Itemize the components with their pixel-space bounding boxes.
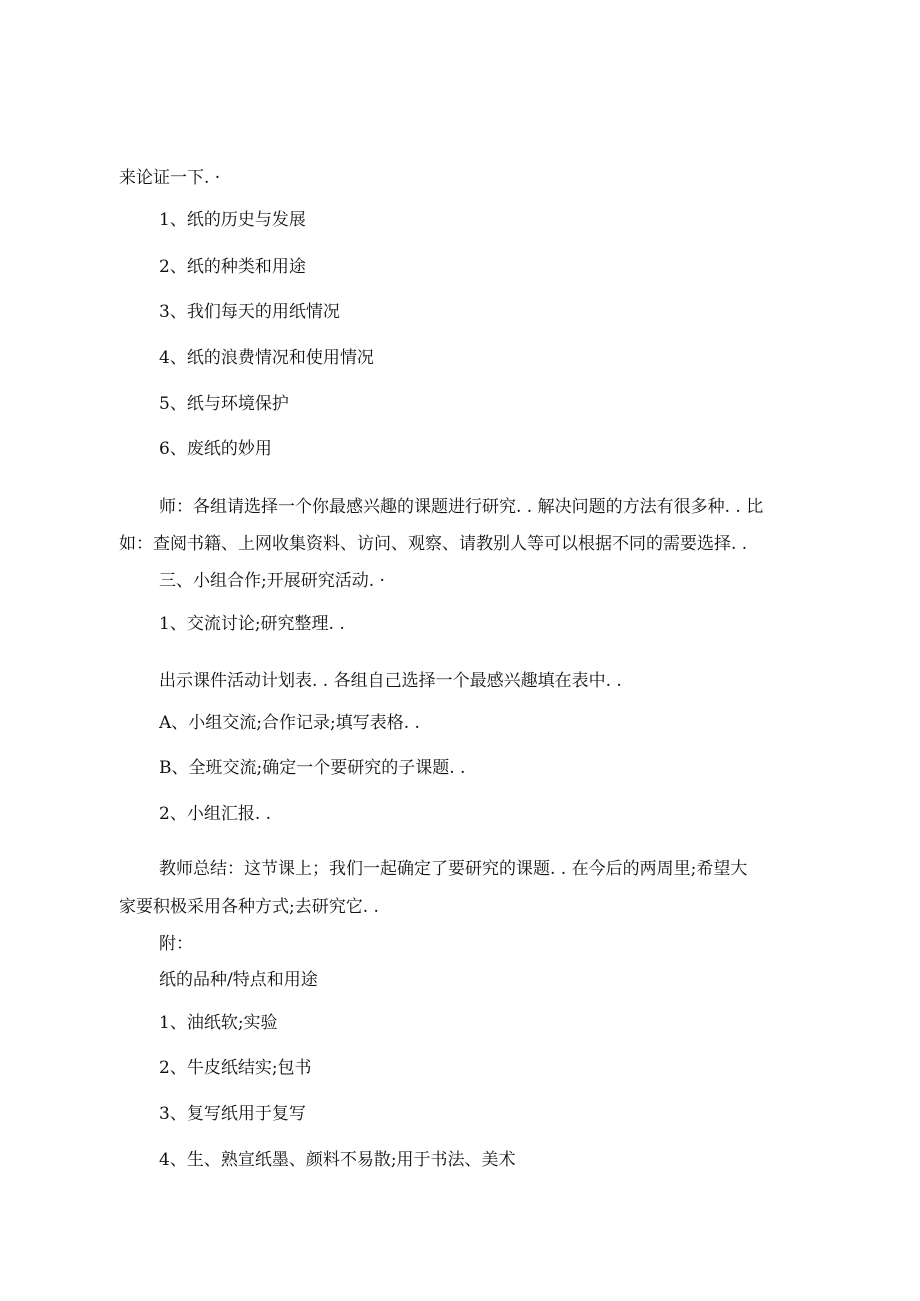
topic-item: 4、纸的浪费情况和使用情况	[159, 348, 374, 368]
paper-type-item: 3、复写纸用于复写	[159, 1104, 306, 1124]
paper-type-item: 2、牛皮纸结实;包书	[159, 1058, 312, 1078]
section-heading: 三、小组合作;开展研究活动. ·	[159, 571, 385, 591]
paper-type-item: 4、生、熟宣纸墨、颜料不易散;用于书法、美术	[159, 1150, 516, 1170]
summary-line2: 家要积极采用各种方式;去研究它. .	[119, 897, 379, 917]
teacher-prompt-line1: 师：各组请选择一个你最感兴趣的课题进行研究. . 解决问题的方法有很多种. . 比	[159, 497, 764, 517]
topic-item: 1、纸的历史与发展	[159, 210, 306, 230]
step-item: B、全班交流;确定一个要研究的子课题. .	[159, 758, 466, 778]
summary-line1: 教师总结：这节课上；我们一起确定了要研究的课题. . 在今后的两周里;希望大	[159, 859, 748, 879]
topic-item: 2、纸的种类和用途	[159, 257, 306, 277]
paper-type-item: 1、油纸软;实验	[159, 1013, 278, 1033]
topic-item: 6、废纸的妙用	[159, 439, 272, 459]
appendix-title: 纸的品种/特点和用途	[159, 970, 318, 990]
teacher-prompt-line2: 如：查阅书籍、上网收集资料、访问、观察、请教别人等可以根据不同的需要选择. .	[119, 534, 748, 554]
courseware-line: 出示课件活动计划表. . 各组自己选择一个最感兴趣填在表中. .	[159, 671, 622, 691]
step-item: 2、小组汇报. .	[159, 804, 272, 824]
appendix-label: 附：	[159, 934, 193, 954]
step-item: 1、交流讨论;研究整理. .	[159, 614, 345, 634]
step-item: A、小组交流;合作记录;填写表格. .	[159, 713, 420, 733]
topic-item: 5、纸与环境保护	[159, 394, 289, 414]
topic-item: 3、我们每天的用纸情况	[159, 302, 340, 322]
intro-line: 来论证一下. ·	[119, 168, 221, 188]
